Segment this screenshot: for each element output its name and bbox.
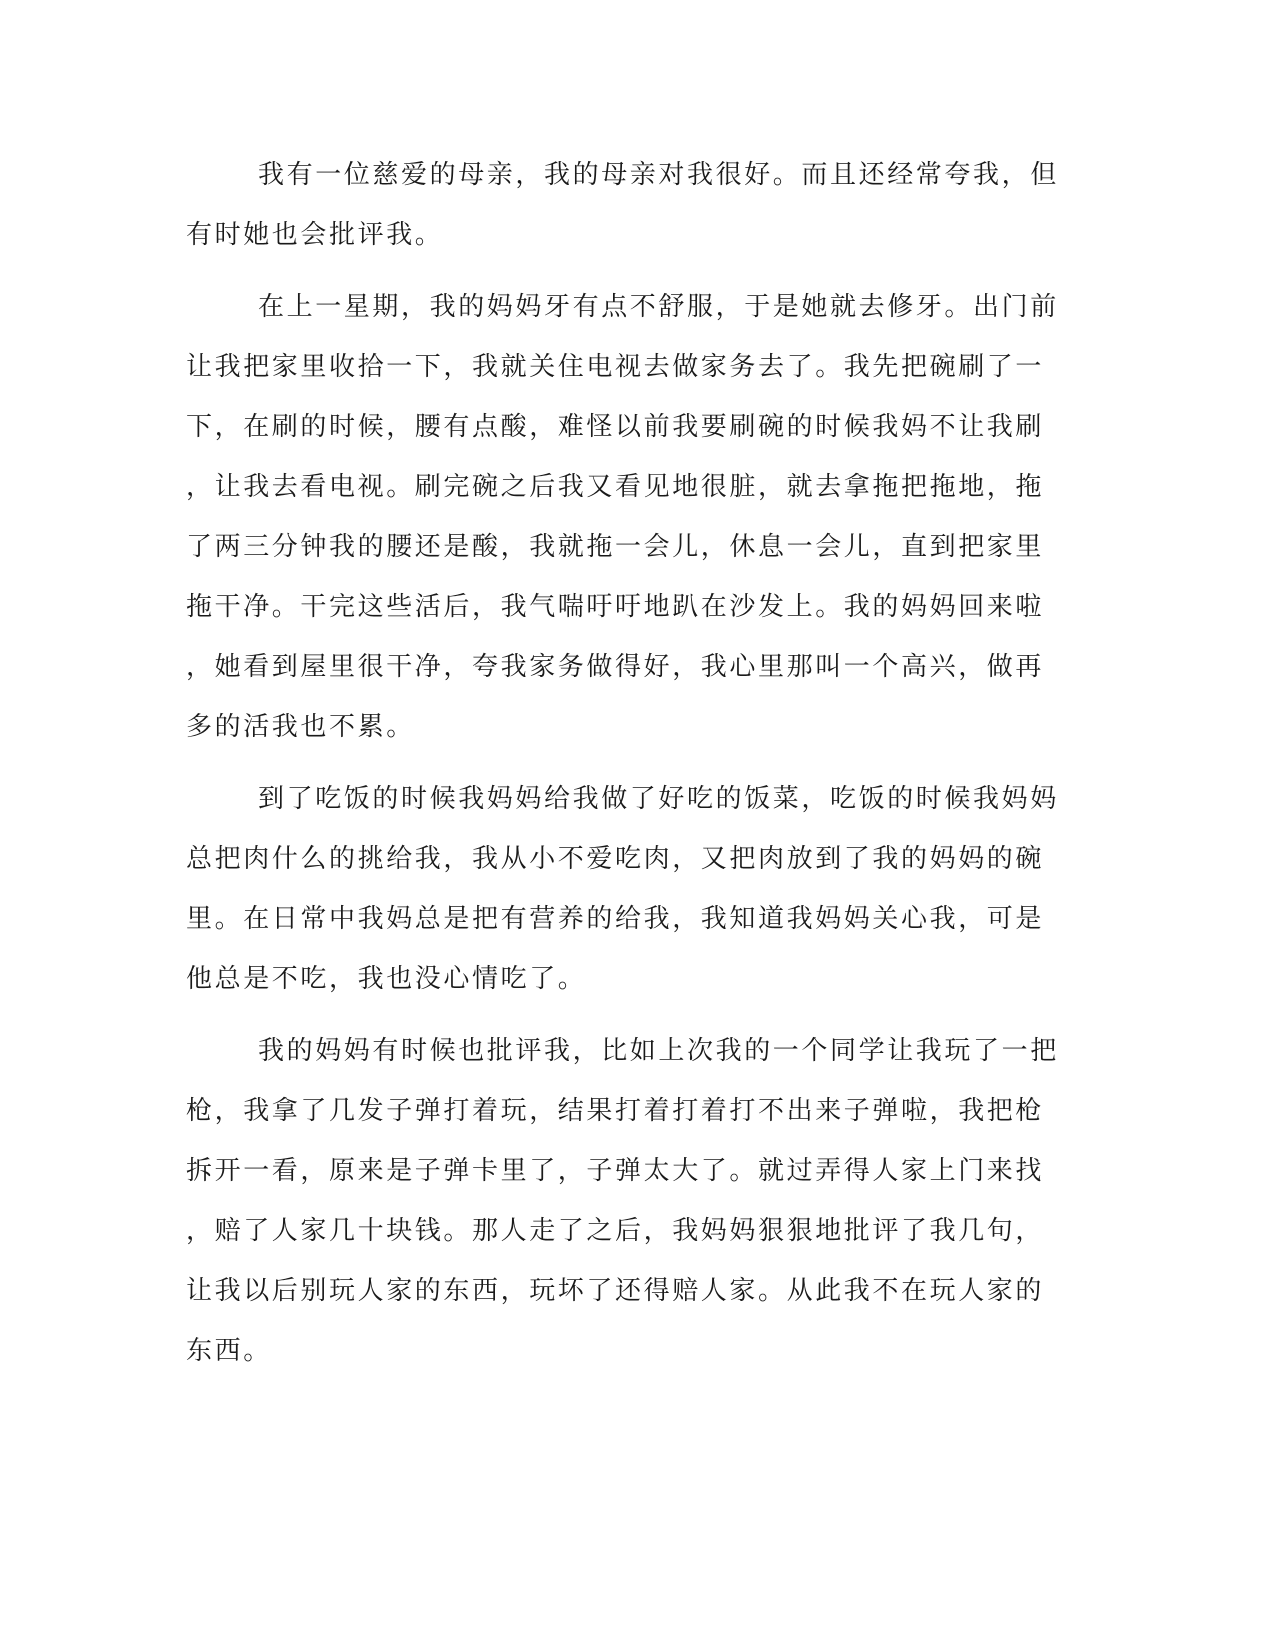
paragraph-1 xyxy=(186,160,1066,250)
essay-body xyxy=(186,160,1066,1396)
text-line: 在上一星期，我的妈妈牙有点不舒服，于是她就去修牙。出门前 xyxy=(258,292,1059,322)
paragraph-4 xyxy=(186,1036,1066,1366)
text-line: 枪，我拿了几发子弹打着玩，结果打着打着打不出来子弹啦，我把枪 xyxy=(186,1096,1045,1126)
text-line: 到了吃饭的时候我妈妈给我做了好吃的饭菜，吃饭的时候我妈妈 xyxy=(258,784,1059,814)
text-line: 拆开一看，原来是子弹卡里了，子弹太大了。就过弄得人家上门来找 xyxy=(186,1156,1045,1186)
text-line: 总把肉什么的挑给我，我从小不爱吃肉，又把肉放到了我的妈妈的碗 xyxy=(186,844,1045,874)
text-line: 我的妈妈有时候也批评我，比如上次我的一个同学让我玩了一把 xyxy=(258,1036,1059,1066)
text-line: ，让我去看电视。刷完碗之后我又看见地很脏，就去拿拖把拖地，拖 xyxy=(186,472,1045,502)
paragraph-2 xyxy=(186,292,1066,742)
text-line: ，她看到屋里很干净，夸我家务做得好，我心里那叫一个高兴，做再 xyxy=(186,652,1045,682)
text-line: 让我以后别玩人家的东西，玩坏了还得赔人家。从此我不在玩人家的 xyxy=(186,1276,1045,1306)
text-line: 多的活我也不累。 xyxy=(186,712,415,742)
text-line: 了两三分钟我的腰还是酸，我就拖一会儿，休息一会儿，直到把家里 xyxy=(186,532,1045,562)
text-line: 让我把家里收拾一下，我就关住电视去做家务去了。我先把碗刷了一 xyxy=(186,352,1045,382)
paragraph-3 xyxy=(186,784,1066,994)
text-line: 东西。 xyxy=(186,1336,272,1366)
text-line: 我有一位慈爱的母亲，我的母亲对我很好。而且还经常夸我，但 xyxy=(258,160,1059,190)
text-line: ，赔了人家几十块钱。那人走了之后，我妈妈狠狠地批评了我几句， xyxy=(186,1216,1045,1246)
text-line: 里。在日常中我妈总是把有营养的给我，我知道我妈妈关心我，可是 xyxy=(186,904,1045,934)
text-line: 拖干净。干完这些活后，我气喘吁吁地趴在沙发上。我的妈妈回来啦 xyxy=(186,592,1045,622)
text-line: 下，在刷的时候，腰有点酸，难怪以前我要刷碗的时候我妈不让我刷 xyxy=(186,412,1045,442)
text-line: 他总是不吃，我也没心情吃了。 xyxy=(186,964,587,994)
text-line: 有时她也会批评我。 xyxy=(186,220,444,250)
